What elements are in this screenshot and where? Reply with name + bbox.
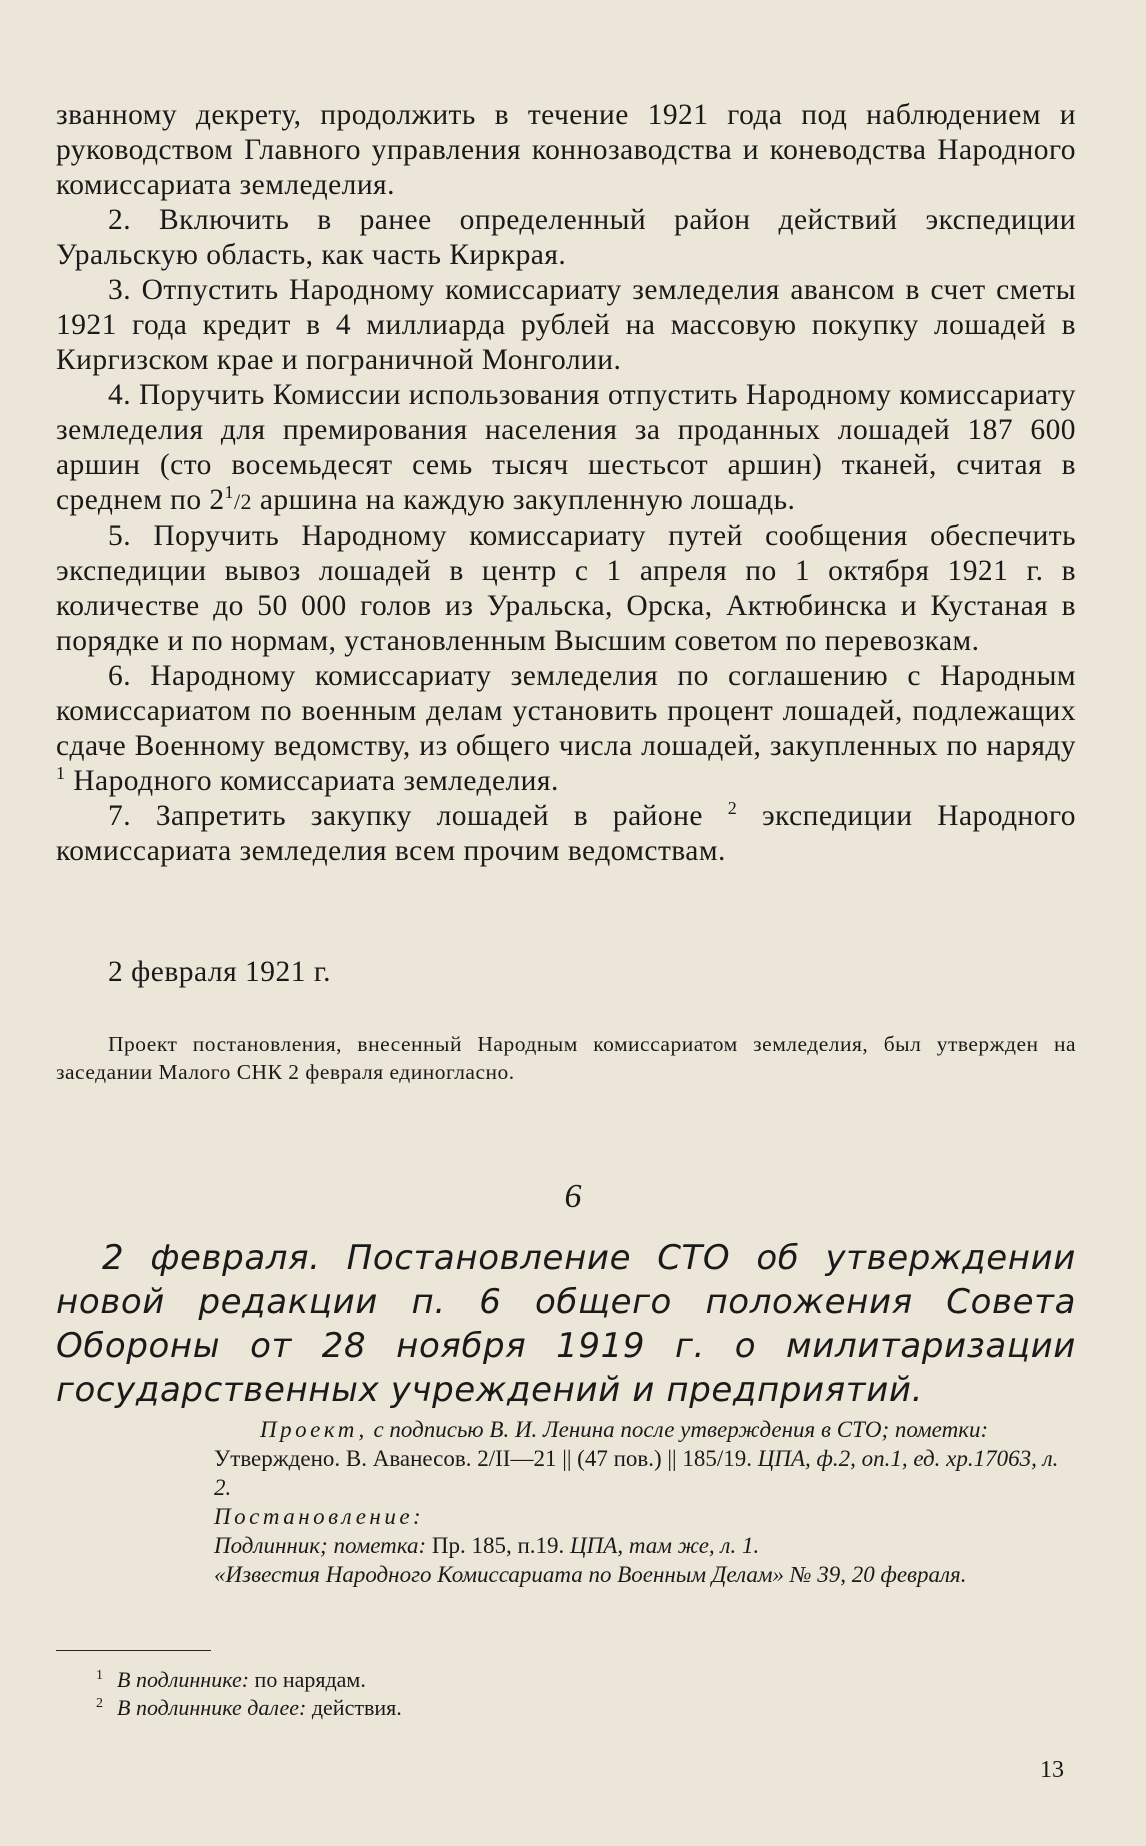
footnote-1	[96, 1666, 996, 1694]
editorial-note-text: Проект постановления, внесенный Народным комиссариатом земледелия, был утвержден на заседании Малого СНК 2 февраля единогласно.	[56, 1032, 1076, 1084]
fraction-numerator: 1	[224, 482, 234, 503]
paragraph-7	[56, 799, 1076, 869]
document-title	[56, 1236, 1076, 1412]
archive-draft-line	[214, 1415, 1074, 1502]
archive-original-source: ЦПА, там же, л. 1.	[570, 1533, 760, 1558]
archive-original-label: Подлинник; пометка:	[214, 1533, 432, 1558]
fraction-whole: 2	[209, 484, 225, 516]
archive-resolution-label	[214, 1502, 1074, 1531]
archive-resolution-label-text: Постановление:	[214, 1504, 425, 1529]
editorial-note	[56, 1030, 1076, 1086]
footnote-ref-2[interactable]: 2	[727, 798, 738, 819]
archive-draft-desc: с подписью В. И. Ленина после утверждения в СТО; пометки:	[367, 1417, 989, 1442]
paragraph-6-text-b: Народного комиссариата земледелия.	[65, 765, 559, 797]
footnote-divider	[56, 1650, 211, 1651]
paragraph-6	[56, 659, 1076, 799]
document-number: 6	[564, 1178, 582, 1215]
footnotes	[96, 1666, 996, 1722]
footnote-1-label: В подлиннике:	[117, 1667, 250, 1692]
paragraph-3: 3. Отпустить Народному комиссариату земледелия авансом в счет сметы 1921 года кредит в 4 миллиарда рублей на массовую покупку лошадей в Киргизском крае и пограничной Монголии.	[56, 274, 1076, 376]
archive-draft-marks: Утверждено. В. Аванесов. 2/II—21 || (47 пов.) || 185/19.	[214, 1446, 758, 1471]
footnote-2	[96, 1694, 996, 1722]
archive-references	[214, 1415, 1074, 1589]
paragraph-6-text-a: 6. Народному комиссариату земледелия по соглашению с Народным комиссариатом по военным делам установить процент лошадей, подлежащих сдаче Военному ведомству, из общего числа лошадей, закупленных по наряду	[56, 660, 1076, 762]
paragraph-2: 2. Включить в ранее определенный район действий экспедиции Уральскую область, как часть Киркрая.	[56, 204, 1076, 271]
paragraph-7-text-a: 7. Запретить закупку лошадей в районе	[108, 800, 703, 832]
archive-draft-label: Проект,	[260, 1417, 368, 1442]
archive-publication-line: «Известия Народного Комиссариата по Военным Делам» № 39, 20 февраля.	[214, 1562, 967, 1587]
fraction-denominator: /2	[234, 489, 253, 514]
paragraph-7-text-b: экспедиции Народного комиссариата земледелия всем прочим ведомствам.	[56, 800, 1076, 867]
footnote-1-text: по нарядам.	[249, 1667, 366, 1692]
paragraph-4-text-a: 4. Поручить Комиссии использования отпустить Народному комиссариату земледелия для премирования населения за проданных лошадей 187 600 аршин (сто восемьдесят семь тысяч шестьсот аршин) тканей, считая в среднем по	[56, 379, 1076, 516]
main-text	[56, 98, 1076, 869]
document-title-text: 2 февраля. Постановление СТО об утверждении новой редакции п. 6 общего положения Совета Обороны от 28 ноября 1919 г. о милитаризации государственных учреждений и предприятий.	[56, 1238, 1076, 1410]
page-number: 13	[1040, 1757, 1064, 1783]
archive-original-line	[214, 1531, 1074, 1560]
footnote-2-text: действия.	[306, 1695, 402, 1720]
paragraph-4	[56, 378, 1076, 519]
archive-draft-source: ЦПА, ф.2, оп.1, ед. хр.17063, л. 2.	[214, 1446, 1059, 1500]
footnote-2-mark: 2	[96, 1695, 103, 1711]
paragraph-1: званному декрету, продолжить в течение 1921 года под наблюдением и руководством Главного управления коннозаводства и коневодства Народного комиссариата земледелия.	[56, 99, 1076, 201]
archive-original-mark: Пр. 185, п.19.	[431, 1533, 571, 1558]
footnote-2-label: В подлиннике далее:	[117, 1695, 307, 1720]
paragraph-4-text-b: аршина на каждую закупленную лошадь.	[252, 484, 796, 516]
footnote-ref-1[interactable]: 1	[56, 763, 66, 784]
document-date: 2 февраля 1921 г.	[108, 956, 332, 988]
paragraph-5: 5. Поручить Народному комиссариату путей сообщения обеспечить экспедиции вывоз лошадей в центр с 1 апреля по 1 октября 1921 г. в количестве до 50 000 голов из Уральска, Орска, Актюбинска и Кустаная в порядке и по нормам, установленным Высшим советом по перевозкам.	[56, 520, 1076, 657]
footnote-1-mark: 1	[96, 1667, 103, 1683]
